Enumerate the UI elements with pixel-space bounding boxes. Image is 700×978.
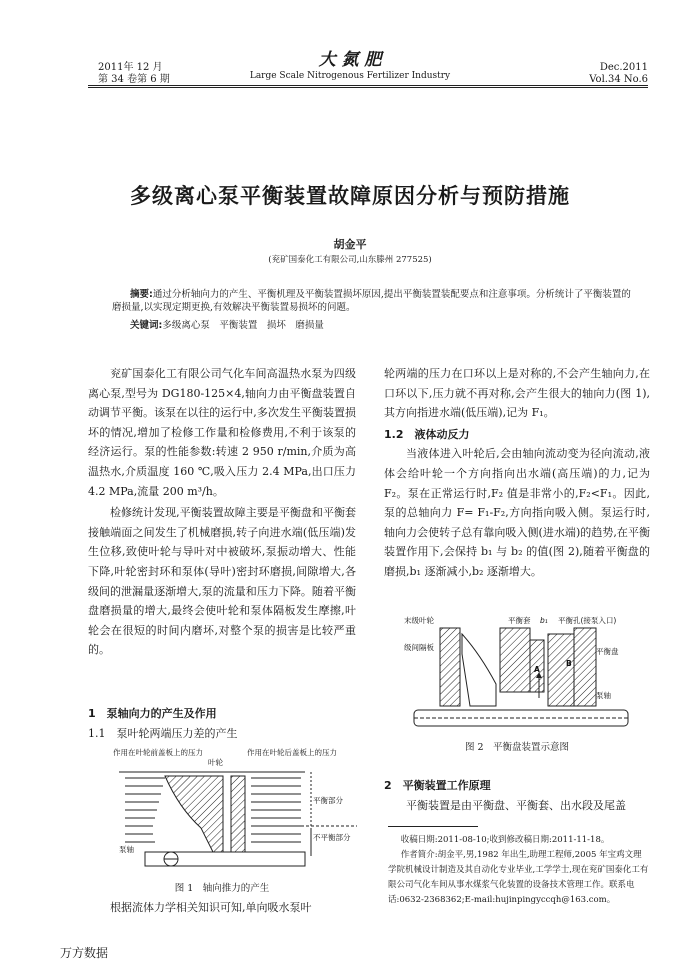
section-heading-1-2: 1.2 液体动反力 (384, 427, 470, 441)
fig1-impeller-shape (165, 776, 223, 852)
header-date: 2011年 12 月 第 34 卷第 6 期 (98, 62, 170, 85)
paragraph: 检修统计发现,平衡装置故障主要是平衡盘和平衡套接触端面之间发生了机械磨损,转子向进水端(低压端)发生位移,致使叶轮与导叶对中被破坏,泵振动增大、性能下降,叶轮密封环和泵体(导叶)密封环磨损,间隙增大,各级间的泄漏量逐渐增大,泵的流量和压力下降。随着平衡盘磨损量的增大,最终会使叶轮和泵体隔板发生摩擦,叶轮会在很短的时间内磨坏,对整个泵的损害是比较严重的。 (88, 506, 356, 657)
paragraph: 轮两端的压力在口环以上是对称的,不会产生轴向力,在口环以下,压力就不再对称,会产生很大的轴向力(图 1),其方向指进水端(低压端),记为 F₁。 (384, 367, 650, 420)
fig2-label-shaft: 泵轴 (596, 691, 611, 700)
affiliation: (兖矿国泰化工有限公司,山东滕州 277525) (268, 255, 432, 265)
paragraph: 平衡装置是由平衡盘、平衡套、出水段及尾盖 (406, 798, 626, 812)
fig2-outlet-section (500, 628, 530, 692)
left-column-headings (88, 704, 356, 743)
paragraph: 当液体进入叶轮后,会由轴向流动变为径向流动,液体会给叶轮一个方向指向出水端(高压端)的力,记为 F₂。泵在正常运行时,F₂ 值是非常小的,F₂<F₁。因此,泵的总轴向力 F= F₁-F₂,方向指向吸入侧。泵运行时,轴向力会使转子总有靠向吸入侧(进水端)的趋势,在平衡装置作用下,会保持 b₁ 与 b₂ 的值(图 2),随着平衡盘的磨损,b₁ 逐渐减小,b₂ 逐渐增大。 (384, 447, 650, 578)
abstract-label: 摘要: (130, 289, 153, 300)
left-column-bottom (88, 898, 356, 918)
keywords (112, 319, 650, 332)
abstract (112, 288, 632, 314)
footnote-received: 收稿日期:2011-08-10;收到修改稿日期:2011-11-18。 (400, 835, 610, 845)
figure-1-axial-thrust (105, 748, 365, 878)
fig2-label-b1: b₁ (540, 616, 548, 625)
fig1-pressure-arrows-left (125, 778, 165, 842)
fig2-label-last-impeller: 末级叶轮 (404, 616, 434, 625)
paper-title: 多级离心泵平衡装置故障原因分析与预防措施 (130, 184, 570, 208)
fig2-label-disc: 平衡盘 (596, 647, 619, 656)
fig2-partition (440, 628, 460, 706)
fig2-end-cover (574, 628, 596, 706)
fig1-label-balanced: 平衡部分 (313, 796, 343, 805)
fig2-label-A: A (534, 665, 540, 674)
figure-2-balance-device (400, 614, 640, 740)
header-rule (88, 85, 648, 86)
fig1-back-plate (231, 776, 245, 852)
right-column-bottom (384, 776, 650, 815)
fig2-label-sleeve: 平衡套 (508, 616, 531, 625)
fig2-impeller (462, 634, 496, 706)
left-column-top (88, 364, 356, 660)
journal-name-en: Large Scale Nitrogenous Fertilizer Industry (249, 71, 451, 81)
abstract-text: 通过分析轴向力的产生、平衡机理及平衡装置损坏原因,提出平衡装置装配要点和注意事项。分析统计了平衡装置的磨损量,以实现定期更换,有效解决平衡装置易损坏的问题。 (112, 289, 631, 313)
journal-title (249, 50, 451, 82)
fig2-label-hole: 平衡孔(接泵入口) (558, 616, 617, 625)
fig1-label-impeller: 叶轮 (208, 758, 223, 767)
fig2-disc (548, 634, 574, 706)
keywords-label: 关键词: (130, 320, 163, 331)
fig1-label-back: 作用在叶轮后盖板上的压力 (247, 748, 337, 757)
right-column-top (384, 364, 650, 582)
paragraph: 兖矿国泰化工有限公司气化车间高温热水泵为四级离心泵,型号为 DG180-125×4,轴向力由平衡盘装置自动调节平衡。该泵在以往的运行中,多次发生平衡装置损坏的情况,增加了检修工作量和检修费用,不利于该泵的经济运行。泵的性能参数:转速 2 950 r/min,介质为高温热水,介质温度 160 ℃,吸入压力 2.4 MPa,出口压力 4.2 MPa,流量 200 m³/h。 (88, 367, 356, 498)
paragraph: 根据流体力学相关知识可知,单向吸水泵叶 (110, 901, 312, 914)
figure-2-caption: 图 2 平衡盘装置示意图 (464, 742, 570, 753)
footnote-rule (388, 826, 478, 827)
section-heading-1-1: 1.1 泵叶轮两端压力差的产生 (88, 726, 238, 740)
figure-1-caption: 图 1 轴向推力的产生 (174, 883, 270, 894)
journal-logo-cn: 大 氮 肥 (318, 50, 382, 70)
section-heading-2: 2 平衡装置工作原理 (384, 779, 491, 792)
header-rule-2 (88, 87, 648, 88)
footnote-bio: 作者简介:胡金平,男,1982 年出生,助理工程师,2005 年宝鸡文理学院机械设计制造及其自动化专业毕业,工学学士,现在兖矿国泰化工有限公司气化车间从事水煤浆气化装置的设备技术管理工作。联系电话:0632-2368362;E-mail:hujinpingyccqh@163.com。 (388, 850, 649, 905)
author: 胡金平 (333, 238, 367, 251)
watermark: 万方数据 (60, 946, 109, 960)
footnote (388, 833, 650, 908)
fig1-label-unbalanced: 不平衡部分 (313, 833, 351, 842)
fig2-label-B: B (566, 659, 572, 668)
section-heading-1: 1 泵轴向力的产生及作用 (88, 707, 217, 720)
fig1-label-shaft: 泵轴 (119, 845, 134, 854)
fig1-label-front: 作用在叶轮前盖板上的压力 (113, 748, 203, 757)
fig1-pressure-arrows-right (251, 778, 301, 842)
fig2-label-partition: 级间隔板 (404, 643, 434, 652)
header-volume: Dec.2011 Vol.34 No.6 (589, 62, 648, 85)
keywords-text: 多级离心泵 平衡装置 损坏 磨损量 (162, 320, 324, 331)
